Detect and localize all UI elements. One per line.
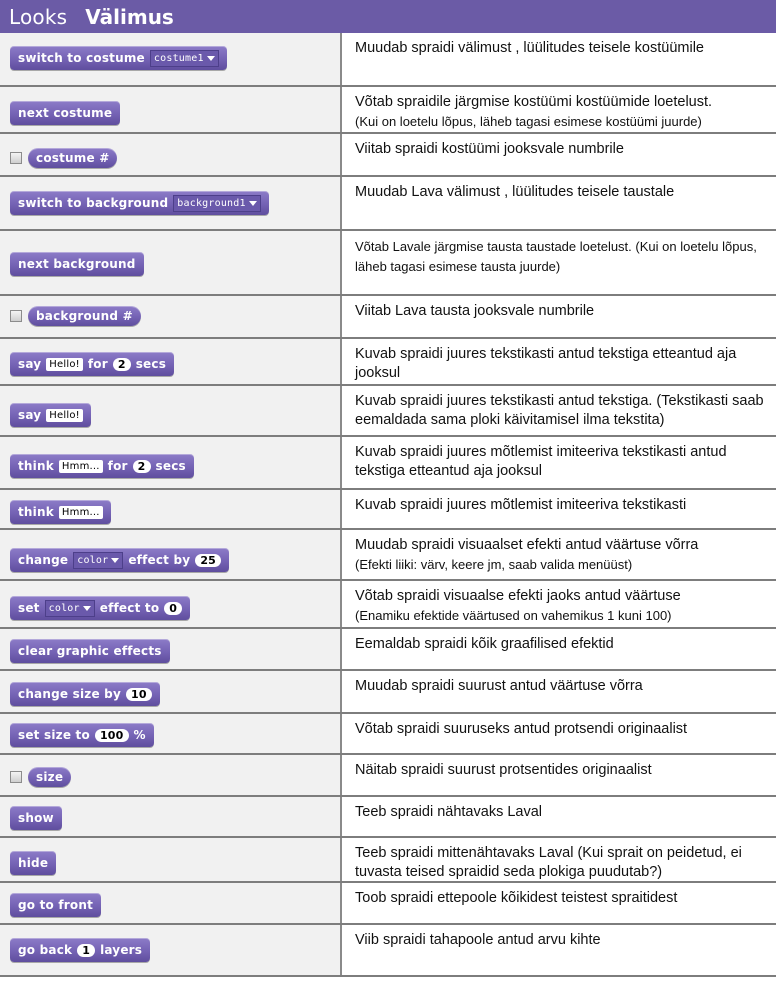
block-label: change size by	[18, 687, 121, 701]
chevron-down-icon	[249, 201, 257, 206]
looks-block[interactable]	[10, 46, 227, 70]
block-cell	[0, 671, 342, 714]
looks-block[interactable]	[10, 682, 160, 706]
description-cell	[342, 339, 776, 386]
block-label: costume #	[36, 151, 110, 165]
table-row	[0, 87, 776, 134]
block-wrap	[10, 352, 174, 376]
stage-monitor-checkbox[interactable]	[10, 152, 22, 164]
description-cell	[342, 490, 776, 530]
block-cell	[0, 797, 342, 838]
block-label: next background	[18, 257, 136, 271]
block-cell	[0, 177, 342, 231]
block-label: go back	[18, 943, 73, 957]
block-label: go to front	[18, 898, 94, 912]
table-row	[0, 530, 776, 581]
block-label: think	[18, 505, 54, 519]
table-row	[0, 437, 776, 490]
block-wrap	[10, 548, 229, 572]
description-cell	[342, 296, 776, 339]
looks-block[interactable]	[28, 767, 71, 787]
block-wrap	[10, 938, 150, 962]
block-label: clear graphic effects	[18, 644, 162, 658]
block-description	[355, 302, 768, 321]
block-description	[355, 587, 768, 626]
block-label: secs	[155, 459, 186, 473]
description-cell	[342, 797, 776, 838]
category-name: Looks	[9, 4, 68, 29]
looks-block[interactable]	[10, 639, 170, 663]
looks-block[interactable]	[28, 148, 117, 168]
description-text: Muudab spraidi välimust , lüülitudes teisele kostüümile	[355, 40, 704, 56]
block-description	[355, 720, 768, 739]
description-text: Teeb spraidi mittenähtavaks Laval	[355, 845, 574, 861]
looks-block[interactable]	[10, 191, 269, 215]
number-input-slot[interactable]: 2	[133, 460, 151, 473]
description-text: Kuvab spraidi juures mõtlemist imiteeriva tekstikasti antud tekstiga etteantud aja jooksul	[355, 444, 727, 479]
text-input-slot[interactable]: Hmm...	[59, 506, 103, 519]
block-wrap	[10, 454, 194, 478]
block-cell	[0, 33, 342, 87]
description-text: Kuvab spraidi juures tekstikasti antud tekstiga. (Tekstikasti saab eemaldada sama ploki käivitamisel ilma tekstita)	[355, 393, 764, 428]
block-description	[355, 392, 768, 430]
block-cell	[0, 87, 342, 134]
block-label: effect by	[128, 553, 191, 567]
looks-block[interactable]	[10, 101, 120, 125]
stage-monitor-checkbox[interactable]	[10, 771, 22, 783]
description-cell	[342, 671, 776, 714]
block-wrap	[10, 101, 120, 125]
text-input-slot[interactable]: Hello!	[46, 358, 83, 371]
block-cell	[0, 883, 342, 925]
description-note: Võtab Lavale järgmise tausta taustade loetelust. (Kui on loetelu lõpus, läheb tagasi esimese tausta juurde)	[355, 239, 757, 274]
looks-block[interactable]	[10, 500, 111, 524]
block-description	[355, 677, 768, 696]
number-input-slot[interactable]: 1	[77, 944, 95, 957]
looks-block[interactable]	[28, 306, 141, 326]
table-row	[0, 671, 776, 714]
description-cell	[342, 581, 776, 629]
block-wrap	[10, 148, 117, 168]
looks-block[interactable]	[10, 938, 150, 962]
dropdown-value: costume1	[153, 52, 204, 64]
description-text: Muudab spraidi suurust antud väärtuse võrra	[355, 678, 643, 694]
table-row	[0, 714, 776, 755]
description-cell	[342, 386, 776, 437]
category-header	[0, 0, 776, 33]
table-row	[0, 755, 776, 797]
block-label: for	[107, 459, 128, 473]
description-text: Viib spraidi tahapoole antud arvu kihte	[355, 932, 601, 948]
description-cell	[342, 925, 776, 977]
row-divider	[0, 975, 776, 977]
number-input-slot[interactable]: 2	[113, 358, 131, 371]
block-label: next costume	[18, 106, 113, 120]
block-description	[355, 803, 768, 822]
chevron-down-icon	[207, 56, 215, 61]
block-wrap	[10, 723, 154, 747]
block-cell	[0, 386, 342, 437]
looks-block[interactable]	[10, 548, 229, 572]
block-cell	[0, 714, 342, 755]
description-text: Muudab Lava välimust , lüülitudes teisele taustale	[355, 184, 675, 200]
looks-block[interactable]	[10, 596, 190, 620]
block-wrap	[10, 403, 91, 427]
text-input-slot[interactable]: Hello!	[46, 409, 83, 422]
description-text: Teeb spraidi nähtavaks Laval	[355, 804, 543, 820]
block-label: switch to costume	[18, 51, 145, 65]
block-cell	[0, 838, 342, 883]
block-description	[355, 931, 768, 950]
description-note: (Enamiku efektide väärtused on vahemikus 1 kuni 100)	[355, 608, 672, 623]
number-input-slot[interactable]: 0	[164, 602, 182, 615]
table-row	[0, 925, 776, 977]
text-input-slot[interactable]: Hmm...	[59, 460, 103, 473]
block-cell	[0, 755, 342, 797]
block-description	[355, 183, 768, 202]
looks-block[interactable]	[10, 893, 101, 917]
looks-block[interactable]	[10, 403, 91, 427]
description-cell	[342, 629, 776, 671]
block-description	[355, 443, 768, 481]
block-cell	[0, 437, 342, 490]
description-cell	[342, 87, 776, 134]
description-text: Kuvab spraidi juures tekstikasti antud tekstiga etteantud aja jooksul	[355, 346, 737, 381]
looks-block[interactable]	[10, 806, 62, 830]
category-title: Välimus	[85, 4, 174, 29]
block-description	[355, 844, 768, 882]
looks-block[interactable]	[10, 454, 194, 478]
chevron-down-icon	[83, 606, 91, 611]
dropdown-value: color	[77, 554, 109, 566]
block-cell	[0, 339, 342, 386]
block-wrap	[10, 500, 111, 524]
table-row	[0, 629, 776, 671]
table-row	[0, 797, 776, 838]
table-row	[0, 490, 776, 530]
block-description	[355, 345, 768, 383]
table-row	[0, 581, 776, 629]
dropdown-slot[interactable]	[45, 600, 95, 617]
block-label: background #	[36, 309, 133, 323]
dropdown-slot[interactable]	[73, 552, 123, 569]
block-label: say	[18, 408, 42, 422]
block-label: size	[36, 770, 64, 784]
description-text: Võtab spraidi visuaalse efekti jaoks antud väärtuse	[355, 588, 681, 604]
description-cell	[342, 231, 776, 296]
description-text: Näitab spraidi suurust protsentides originaalist	[355, 762, 652, 778]
number-input-slot[interactable]: 100	[95, 729, 129, 742]
description-text: Kuvab spraidi juures mõtlemist imiteeriva tekstikasti	[355, 497, 687, 513]
looks-block[interactable]	[10, 723, 154, 747]
block-description	[355, 536, 768, 575]
block-wrap	[10, 851, 56, 875]
block-cell	[0, 296, 342, 339]
block-label: layers	[100, 943, 143, 957]
table-row	[0, 33, 776, 87]
block-cell	[0, 629, 342, 671]
description-note: (Kui sprait on peidetud, ei tuvasta teised spraidid seda plokiga puudutab?)	[355, 845, 742, 880]
block-label: for	[87, 357, 108, 371]
block-wrap	[10, 252, 144, 276]
block-label: secs	[135, 357, 167, 371]
description-cell	[342, 883, 776, 925]
dropdown-slot[interactable]	[150, 50, 219, 67]
block-wrap	[10, 806, 62, 830]
block-label: %	[133, 728, 146, 742]
block-description	[355, 93, 768, 132]
block-description	[355, 237, 768, 277]
block-cell	[0, 134, 342, 177]
block-cell	[0, 581, 342, 629]
block-wrap	[10, 893, 101, 917]
table-row	[0, 296, 776, 339]
description-text: Toob spraidi ettepoole kõikidest teistest spraitidest	[355, 890, 678, 906]
looks-block[interactable]	[10, 352, 174, 376]
block-wrap	[10, 46, 227, 70]
block-description	[355, 889, 768, 908]
block-description	[355, 39, 768, 58]
block-description	[355, 496, 768, 515]
description-cell	[342, 838, 776, 883]
table-row	[0, 386, 776, 437]
number-input-slot[interactable]: 25	[195, 554, 221, 567]
block-cell	[0, 530, 342, 581]
block-description	[355, 635, 768, 654]
table-row	[0, 177, 776, 231]
table-row	[0, 838, 776, 883]
block-label: set	[18, 601, 40, 615]
block-label: change	[18, 553, 69, 567]
description-text: Viitab Lava tausta jooksvale numbrile	[355, 303, 595, 319]
block-label: think	[18, 459, 54, 473]
block-label: hide	[18, 856, 49, 870]
description-cell	[342, 530, 776, 581]
block-label: set size to	[18, 728, 90, 742]
block-label: switch to background	[18, 196, 169, 210]
block-cell	[0, 925, 342, 977]
block-label: show	[18, 811, 54, 825]
block-label: say	[18, 357, 42, 371]
description-cell	[342, 714, 776, 755]
block-wrap	[10, 682, 160, 706]
description-cell	[342, 755, 776, 797]
description-text: Viitab spraidi kostüümi jooksvale numbrile	[355, 141, 624, 157]
description-note: (Efekti liiki: värv, keere jm, saab valida menüüst)	[355, 557, 633, 572]
description-note: (Kui on loetelu lõpus, läheb tagasi esimese kostüümi juurde)	[355, 114, 702, 129]
table-row	[0, 339, 776, 386]
block-wrap	[10, 639, 170, 663]
description-text: Võtab spraidi suuruseks antud protsendi originaalist	[355, 721, 688, 737]
block-wrap	[10, 767, 71, 787]
looks-block[interactable]	[10, 851, 56, 875]
dropdown-slot[interactable]	[173, 195, 260, 212]
table-row	[0, 231, 776, 296]
description-cell	[342, 134, 776, 177]
table-row	[0, 134, 776, 177]
block-wrap	[10, 596, 190, 620]
block-cell	[0, 231, 342, 296]
number-input-slot[interactable]: 10	[126, 688, 152, 701]
description-text: Muudab spraidi visuaalset efekti antud väärtuse võrra	[355, 537, 699, 553]
description-cell	[342, 437, 776, 490]
description-cell	[342, 33, 776, 87]
dropdown-value: background1	[177, 197, 246, 209]
table-row	[0, 883, 776, 925]
looks-block[interactable]	[10, 252, 144, 276]
stage-monitor-checkbox[interactable]	[10, 310, 22, 322]
dropdown-value: color	[48, 602, 80, 614]
description-text: Eemaldab spraidi kõik graafilised efektid	[355, 636, 614, 652]
block-description	[355, 761, 768, 780]
block-wrap	[10, 306, 141, 326]
block-description	[355, 140, 768, 159]
chevron-down-icon	[111, 558, 119, 563]
description-cell	[342, 177, 776, 231]
block-cell	[0, 490, 342, 530]
description-text: Võtab spraidile järgmise kostüümi kostüümide loetelust.	[355, 94, 713, 110]
block-wrap	[10, 191, 269, 215]
block-label: effect to	[99, 601, 160, 615]
